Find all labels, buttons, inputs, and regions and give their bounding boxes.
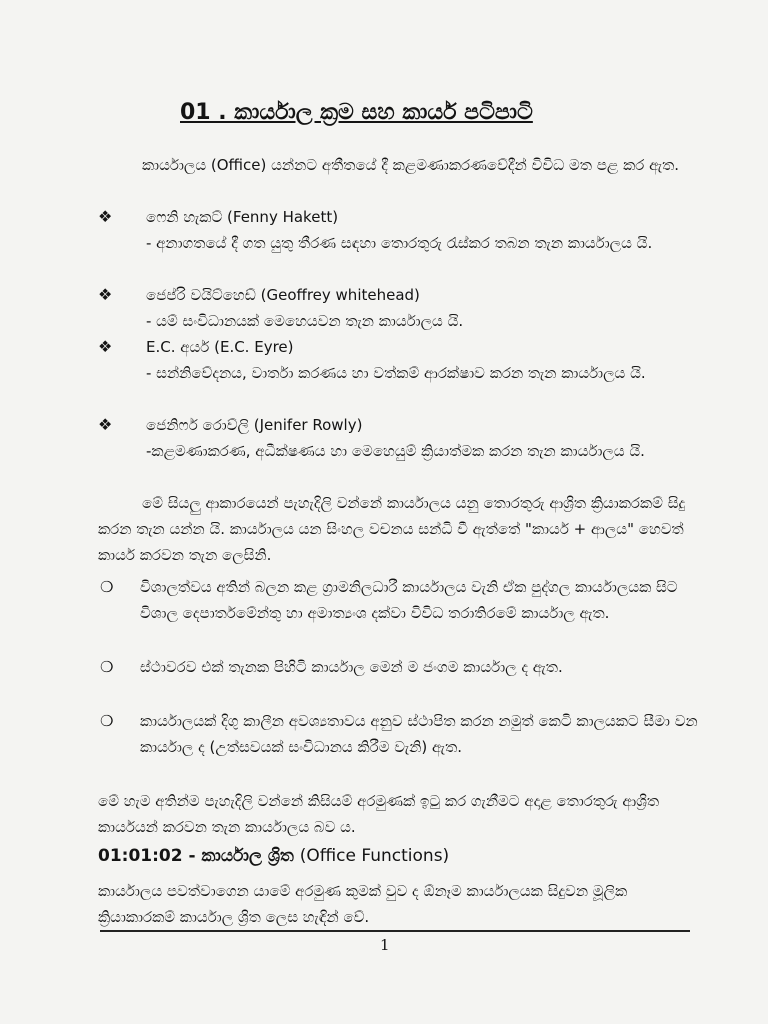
section-label: - කාර්යාල ශ්‍රිත [188, 846, 294, 866]
definition-description: - යම් සංවිධානයක් මෙහෙයවන තැන කාර්යාලය යි. [146, 312, 464, 330]
diamond-bullet-icon: ❖ [98, 285, 113, 304]
footer-divider [100, 930, 690, 932]
office-type-text: විශාලත්වය අතින් බලන කළ ග්‍රාමනිලධාරී කාර්යාලය වැනි ඒක පුද්ගල කාර්යාලයක සිට විශාල දෙපාර්තමේන්තු හා අමාත්‍යංශ දක්වා විවිධ තරාතිරමේ කාර්යාල ඇත. [140, 578, 678, 622]
definition-author: ජෙප්රි වයිට්හෙඩ් (Geoffrey whitehead) [146, 286, 420, 304]
conclusion-paragraph: මේ හැම අතින්ම පැහැදිලි වන්නේ කිසියම් අරමුණක් ඉටු කර ගැනීමට අදාළ තොරතුරු ආශ්‍රිත කාර්යයන් කරවන තැන කාර්යාලය බව ය. [98, 792, 660, 836]
page-title: 01 . කාර්යාල ක්‍රම සහ කාර්ය පටිපාටි [180, 100, 533, 125]
page-number: 1 [380, 936, 390, 954]
office-type-item [100, 654, 700, 680]
summary-paragraph: මේ සියලු ආකාරයෙන් පැහැදිලි වන්නේ කාර්යාලය යනු තොරතුරු ආශ්‍රිත ක්‍රියාකරකම් සිදු කරන තැන යන්න යි. කාර්යාලය යන සිංහල වචනය සන්ධි වී ඇත්තේ "කාර්ය + ආලය" හෙවත් කාර්ය කරවන තැන ලෙසිනි. [98, 494, 686, 564]
definition-description: -කළමණාකරණ, අධීක්ෂණය හා මෙහෙයුම් ක්‍රියාත්මක කරන තැන කාර්යාලය යි. [146, 442, 645, 460]
definition-author: ජෙනිෆර් රොව්ලි (Jenifer Rowly) [146, 416, 363, 434]
definition-author: E.C. අයර් (E.C. Eyre) [146, 338, 294, 356]
definition-description: - සන්නිවේදනය, වාර්තා කරණය හා වත්කම් ආරක්ෂාව කරන තැන කාර්යාලය යි. [146, 364, 646, 382]
definition-item [98, 334, 698, 386]
section-english-label: (Office Functions) [299, 846, 450, 866]
final-paragraph: කාර්යාලය පවත්වාගෙන යාමේ අරමුණ කුමක් වුව ද ඕනෑම කාර්යාලයක සිදුවන මූලික ක්‍රියාකාරකම් කාර්යාල ශ්‍රිත ලෙස හැඳින් වේ. [98, 882, 628, 926]
definition-item [98, 282, 698, 334]
definition-description: - අනාගතයේ දී ගත යුතු තීරණ සඳහා තොරතුරු රැස්කර තබන තැන කාර්යාලය යි. [146, 234, 653, 252]
intro-paragraph: කාර්යාලය (Office) යන්නට අතීතයේ දී කළමණාකරණවේදීන් විවිධ මත පළ කර ඇත. [142, 156, 680, 174]
office-type-text: ස්ථාවරව එක් තැනක පිහිටි කාර්යාල මෙන් ම ජංගම කාර්යාල ද ඇත. [140, 658, 563, 676]
office-type-item [100, 574, 700, 626]
diamond-bullet-icon: ❖ [98, 415, 113, 434]
definition-item [98, 412, 698, 464]
diamond-bullet-icon: ❖ [98, 337, 113, 356]
circle-bullet-icon: ❍ [100, 712, 114, 730]
diamond-bullet-icon: ❖ [98, 207, 113, 226]
circle-bullet-icon: ❍ [100, 578, 114, 596]
definition-author: ෆෙනි හැකට් (Fenny Hakett) [146, 208, 339, 226]
section-subheading [98, 846, 449, 866]
definition-item [98, 204, 698, 256]
office-type-item [100, 708, 700, 760]
office-type-text: කාර්යාලයක් දිගු කාලීන අවශ්‍යතාවය අනුව ස්ථාපිත කරන නමුත් කෙටි කාලයකට සීමා වන කාර්යාල ද (උත්සවයක් සංවිධානය කිරීම වැනි) ඇත. [140, 712, 698, 756]
section-number: 01:01:02 [98, 846, 183, 866]
circle-bullet-icon: ❍ [100, 658, 114, 676]
